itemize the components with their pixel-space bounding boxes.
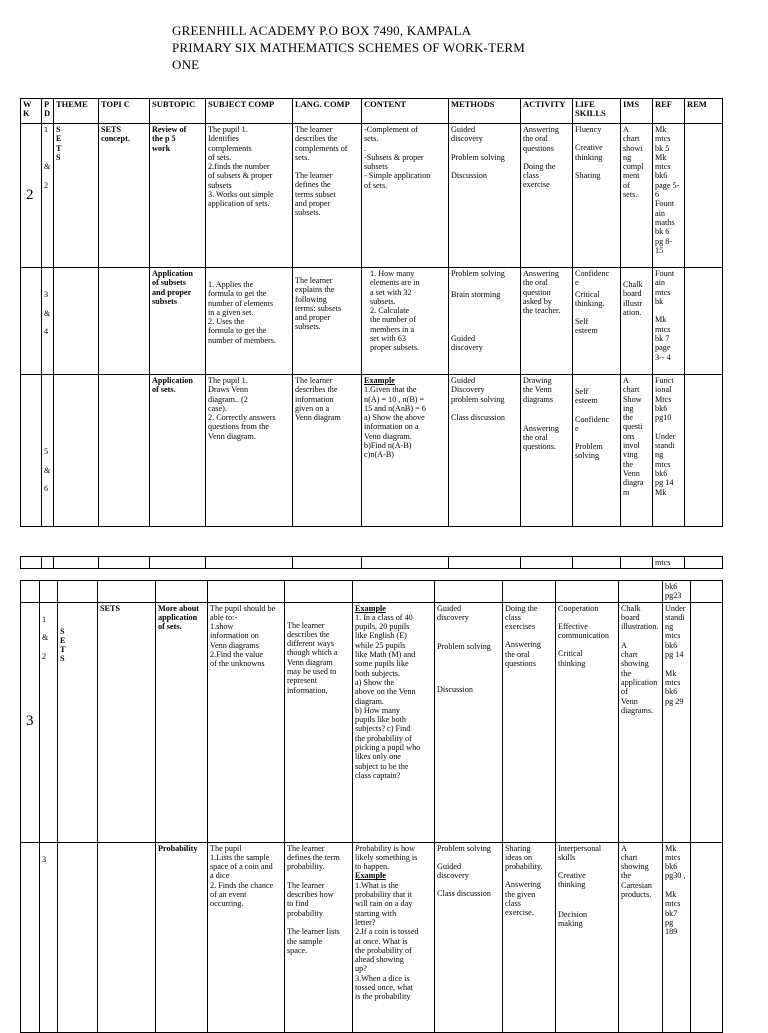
- subject-comp-cell: The pupil 1. Draws Venn diagram.. (2 case). 2. Correctly answers questions from the Venn diagram.: [206, 375, 293, 527]
- subtopic-cell: Review of the p 5 work: [150, 124, 206, 268]
- activity-cell: [503, 602, 556, 842]
- rem-cell: [685, 375, 723, 527]
- periods-cell: 1 & 2: [40, 602, 58, 842]
- methods-cell: [435, 602, 503, 842]
- col-content: CONTENT: [362, 99, 449, 124]
- method-item: Discussion: [437, 685, 473, 695]
- table-row: [21, 124, 723, 268]
- subject-comp-cell: 1. Applies the formula to get the number of elements in a given set. 2. Uses the formula to get the number of members.: [206, 268, 293, 375]
- subject-comp-cell: The pupil 1. Identifies complements of sets. 2.finds the number of subsets & proper subsets 3. Works out simple application of sets.: [206, 124, 293, 268]
- periods-cell: 3: [40, 842, 58, 1032]
- content-text: 1.Given that the n(A) = 10 , n(B) = 15 and n(AnB) = 6 a) Show the above information on a Venn diagram. b)Find n(A-B) c)n(A-B): [364, 385, 426, 460]
- life-skills-cell: [573, 375, 621, 527]
- methods-cell: [449, 375, 521, 527]
- week-number: 2: [21, 124, 42, 268]
- topic-cell: [99, 268, 150, 375]
- method-item: Guided discovery: [437, 603, 469, 622]
- method-item: Class discussion: [451, 412, 505, 422]
- life-skills-cell: [556, 842, 619, 1032]
- content-cell: -Complement of sets. . -Subsets & proper subsets - Simple application of sets.: [362, 124, 449, 268]
- method-item: Class discussion: [437, 889, 491, 899]
- activity-item: Answering the oral questions.: [523, 423, 559, 452]
- method-item: Brain storming: [451, 290, 501, 300]
- periods-cell: 3 & 4: [42, 268, 54, 375]
- col-methods: METHODS: [449, 99, 521, 124]
- activity-item: Answering the given class exercise.: [505, 880, 541, 918]
- life-skill-item: Confidenc e: [575, 269, 610, 288]
- theme-cell: S E T S: [58, 602, 98, 842]
- title-line-2: PRIMARY SIX MATHEMATICS SCHEMES OF WORK-TERM: [172, 40, 525, 55]
- page-break-strip: [20, 556, 723, 569]
- col-rem: REM: [685, 99, 723, 124]
- ref-cell: mtcs: [653, 557, 685, 569]
- content-heading: Example: [355, 603, 386, 613]
- rem-cell: [691, 842, 723, 1032]
- week-cell: [21, 375, 42, 527]
- ims-cell: Chalk board illustration. A chart showing the application of Venn diagrams.: [619, 602, 663, 842]
- methods-cell: [449, 124, 521, 268]
- method-item: Guided discovery: [451, 125, 483, 144]
- ims-cell: A chart showing the Cartesian products.: [619, 842, 663, 1032]
- content-text: 1.What is the probability that it will rain on a day starting with letter? 2.If a coin is tossed at once. What is the probability of ahead showing up? 3.When a dice is tossed once, what is the probability: [355, 880, 419, 1002]
- life-skills-cell: [573, 268, 621, 375]
- theme-cell: [54, 375, 99, 527]
- week-cell: [21, 268, 42, 375]
- col-wk: W K: [21, 99, 42, 124]
- rem-cell: [691, 602, 723, 842]
- table-row: [21, 375, 723, 527]
- topic-cell: SETS: [98, 602, 156, 842]
- topic-cell: [99, 375, 150, 527]
- life-skill-item: Self esteem: [575, 317, 598, 336]
- col-ref: REF: [653, 99, 685, 124]
- activity-item: Answering the oral questions: [523, 125, 559, 153]
- scheme-table-week-3: [20, 580, 723, 1033]
- life-skill-item: Decision making: [558, 909, 588, 929]
- lang-comp-text: The learner defines the terms subset and proper subsets.: [295, 171, 336, 218]
- subtopic-cell: Probability: [156, 842, 208, 1032]
- title-line-1: GREENHILL ACADEMY P.O BOX 7490, KAMPALA: [172, 23, 472, 38]
- method-item: Problem solving: [437, 843, 491, 853]
- document-title: [172, 22, 525, 73]
- activity-cell: [521, 124, 573, 268]
- content-intro: Probability is how likely something is to happen.: [355, 843, 418, 872]
- table-row: [21, 581, 723, 603]
- col-theme: THEME: [54, 99, 99, 124]
- method-item: Guided discovery: [451, 333, 483, 352]
- subtopic-cell: More about application of sets.: [156, 602, 208, 842]
- life-skill-item: Interpersonal skills: [558, 843, 602, 862]
- ref-cell: Funct ional Mtcs bk6 pg10 Under standi ng mtcs bk6 pg 14 Mk: [653, 375, 685, 527]
- periods-cell: 5 & 6: [42, 375, 54, 527]
- lang-comp-cell: The learner describes the information given on a Venn diagram: [293, 375, 362, 527]
- col-subtopic: SUBTOPIC: [150, 99, 206, 124]
- ref-cell: bk6 pg23: [663, 581, 691, 603]
- life-skill-item: Sharing: [575, 170, 601, 180]
- theme-cell: S E T S: [54, 124, 99, 268]
- periods-cell: 1 & 2: [42, 124, 54, 268]
- methods-cell: [435, 842, 503, 1032]
- table-row: [21, 842, 723, 1032]
- life-skill-item: Creative thinking: [575, 143, 603, 162]
- methods-cell: [449, 268, 521, 375]
- col-activity: ACTIVITY: [521, 99, 573, 124]
- activity-cell: Answering the oral question asked by the teacher.: [521, 268, 573, 375]
- method-item: Problem solving: [451, 269, 505, 278]
- table-row: [21, 268, 723, 375]
- life-skill-item: Effective communication: [558, 621, 609, 641]
- col-lang-comp: LANG. COMP: [293, 99, 362, 124]
- ref-cell: Fount ain mtcs bk Mk mtcs bk 7 page 3-- 4: [653, 268, 685, 375]
- content-heading: Example: [364, 376, 395, 385]
- content-cell: [353, 842, 435, 1032]
- content-heading: Example: [355, 871, 386, 881]
- week-cell: [21, 842, 40, 1032]
- table-row: [21, 602, 723, 842]
- method-item: Problem solving: [451, 152, 505, 162]
- method-item: Guided Discovery problem solving: [451, 376, 505, 404]
- ref-cell: Mk mtcs bk6 pg30 , Mk mtcs bk7 pg 189: [663, 842, 691, 1032]
- content-cell: [362, 375, 449, 527]
- subject-comp-cell: The pupil 1.Lists the sample space of a coin and a dice 2. Finds the chance of an event occurring.: [208, 842, 285, 1032]
- rem-cell: [685, 268, 723, 375]
- subtopic-cell: Application of sets.: [150, 375, 206, 527]
- ims-cell: A chart showi ng compl ment of sets.: [621, 124, 653, 268]
- ref-cell: Mk mtcs bk 5 Mk mtcs bk6 page 5- 6 Fount ain maths bk 6 pg 8- 15: [653, 124, 685, 268]
- subject-comp-cell: The pupil should be able to:- 1.show information on Venn diagrams 2.Find the value of the unknowns: [208, 602, 285, 842]
- week-number: 3: [21, 602, 40, 842]
- activity-cell: [521, 375, 573, 527]
- life-skill-item: Problem solving: [575, 442, 603, 461]
- lang-comp-cell: [293, 124, 362, 268]
- activity-cell: [503, 842, 556, 1032]
- life-skills-cell: [556, 602, 619, 842]
- header-row: [21, 99, 723, 124]
- lang-comp-cell: The learner explains the following terms: subsets and proper subsets.: [293, 268, 362, 375]
- ims-cell: Chalk board illustr ation.: [621, 268, 653, 375]
- ref-cell: Under standi ng mtcs bk6 pg 14 Mk mtcs bk6 pg 29: [663, 602, 691, 842]
- life-skills-cell: [573, 124, 621, 268]
- life-skill-item: Critical thinking.: [575, 289, 605, 308]
- life-skill-item: Critical thinking: [558, 649, 586, 668]
- col-subject-comp: SUBJECT COMP: [206, 99, 293, 124]
- activity-item: Doing the class exercise: [523, 161, 556, 190]
- lang-comp-cell: The learner describes the different ways though which a Venn diagram may be used to represent information,: [285, 602, 353, 842]
- method-item: Guided discovery: [437, 861, 469, 881]
- col-pd: P D: [42, 99, 54, 124]
- lang-comp-cell: The learner defines the term probability. The learner describes how to find probability The learner lists the sample space.: [285, 842, 353, 1032]
- life-skill-item: Fluency: [575, 125, 602, 134]
- col-ims: IMS: [621, 99, 653, 124]
- content-text: 1. In a class of 40 pupils, 20 pupils like English (E) while 25 pupils like Math (M) and some pupils like both subjects. a) Show the above on the Venn diagram. b) How many pupils like both subjects? c) Find the probability of picking a pupil who likes only one subject to be the class captain?: [355, 612, 421, 780]
- scheme-table-week-2: [20, 98, 723, 527]
- activity-item: Sharing ideas on probability.: [505, 843, 543, 872]
- col-life-skills: LIFE SKILLS: [573, 99, 621, 124]
- ims-cell: A chart Show ing the questi ons invol ving the Venn diagra m: [621, 375, 653, 527]
- topic-cell: SETS concept.: [99, 124, 150, 268]
- method-item: Discussion: [451, 170, 487, 180]
- theme-cell: [54, 268, 99, 375]
- activity-item: Drawing the Venn diagrams: [523, 376, 554, 404]
- activity-item: Answering the oral questions: [505, 640, 541, 669]
- life-skill-item: Cooperation: [558, 603, 599, 613]
- content-cell: [353, 602, 435, 842]
- life-skill-item: Self esteem: [575, 387, 598, 406]
- lang-comp-text: The learner describes the complements of sets.: [295, 125, 348, 162]
- topic-cell: [98, 842, 156, 1032]
- title-line-3: ONE: [172, 57, 200, 72]
- subtopic-cell: Application of subsets and proper subsets: [150, 268, 206, 375]
- rem-cell: [685, 124, 723, 268]
- method-item: Problem solving: [437, 642, 491, 652]
- life-skill-item: Confidenc e: [575, 414, 610, 433]
- col-topic: TOPI C: [99, 99, 150, 124]
- theme-cell: [58, 842, 98, 1032]
- life-skill-item: Creative thinking: [558, 871, 586, 890]
- activity-item: Doing the class exercises: [505, 603, 538, 632]
- content-cell: 1. How many elements are in a set with 32 subsets. 2. Calculate the number of members in a set with 63 proper subsets.: [362, 268, 449, 375]
